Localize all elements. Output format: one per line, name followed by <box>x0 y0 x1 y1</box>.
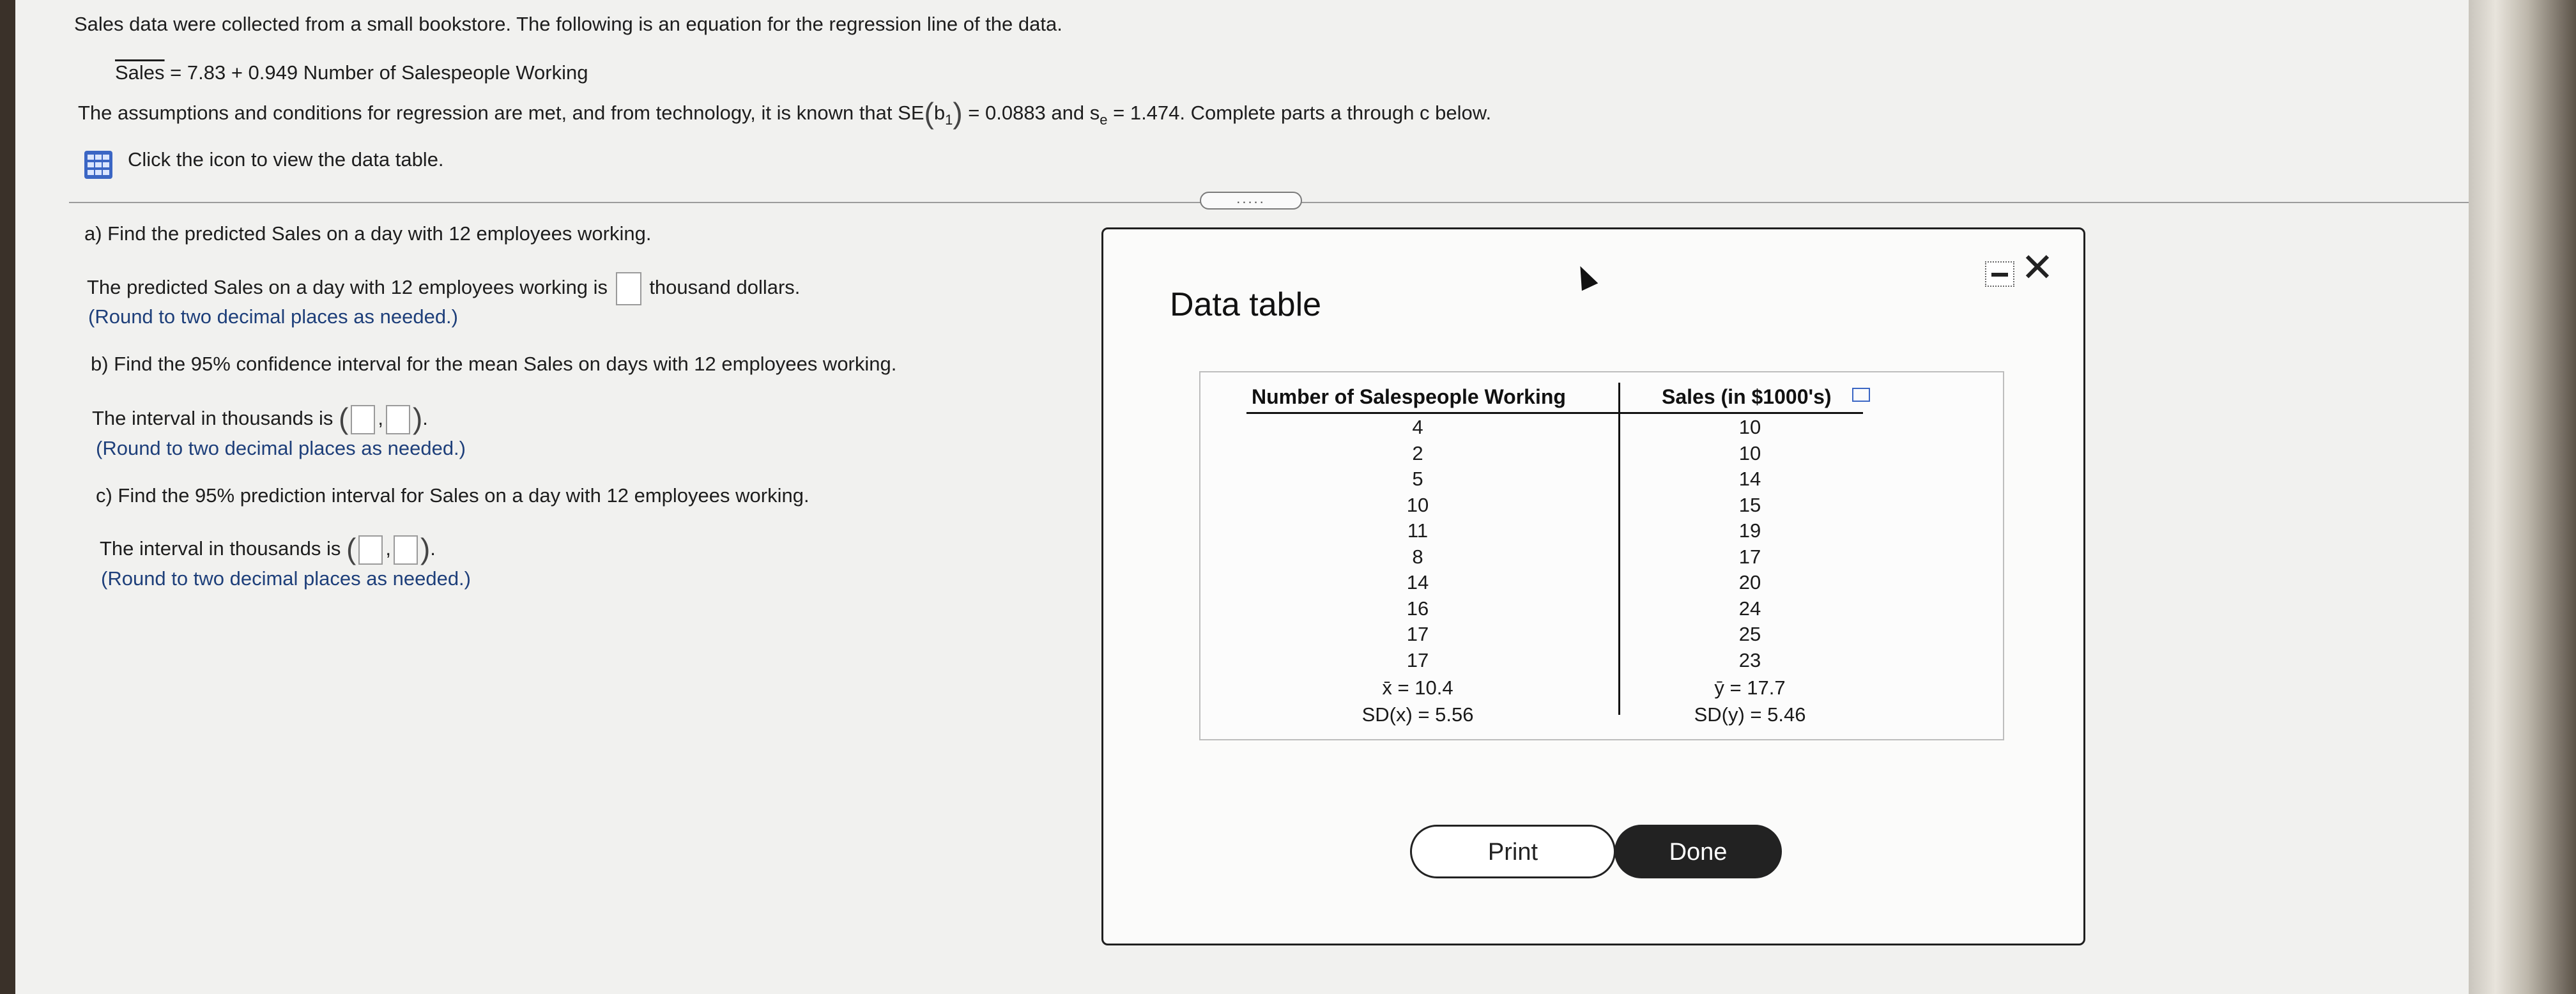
part-b-answer-line: The interval in thousands is ( , ). <box>92 402 428 435</box>
y-sd: SD(y) = 5.46 <box>1694 703 1806 726</box>
mouse-cursor <box>1572 263 1598 291</box>
s-subscript: e <box>1100 112 1108 128</box>
part-a-suffix: thousand dollars. <box>649 276 801 299</box>
x-value-cell: 4 <box>1412 416 1423 438</box>
x-mean: x̄ = 10.4 <box>1382 677 1453 699</box>
question-page <box>15 0 2469 994</box>
close-icon[interactable]: ✕ <box>2021 246 2054 290</box>
part-b-lower-input[interactable] <box>351 405 375 434</box>
data-table-dialog <box>1101 227 2085 945</box>
print-button[interactable]: Print <box>1410 825 1616 878</box>
y-value-cell: 23 <box>1738 648 1761 671</box>
resize-grip[interactable]: ..... <box>1200 192 1302 210</box>
x-value-cell: 14 <box>1406 571 1429 593</box>
b-subscript: 1 <box>945 112 953 128</box>
regression-equation <box>115 61 588 84</box>
y-value-cell: 25 <box>1738 623 1761 645</box>
y-value-cell: 17 <box>1738 545 1761 568</box>
right-bezel <box>2469 0 2576 994</box>
equation-rhs: = 7.83 + 0.949 Number of Salespeople Working <box>164 61 588 84</box>
y-value-cell: 10 <box>1738 441 1761 464</box>
part-a-hint: (Round to two decimal places as needed.) <box>88 305 458 328</box>
part-a-answer-line <box>87 272 800 305</box>
part-c-prefix: The interval in thousands is <box>100 537 341 560</box>
header-underline-y <box>1620 412 1863 414</box>
data-table-icon[interactable] <box>84 151 112 179</box>
y-value-cell: 20 <box>1738 571 1761 593</box>
x-values-column <box>1354 415 1482 673</box>
assumptions-text: The assumptions and conditions for regression are met, and from technology, it is known that $SE(b_1) = 0.0883$ and $s_e = 1.474$. Complete parts a through c below. <box>78 96 1492 130</box>
part-a-prefix: The predicted Sales on a day with 12 employees working is <box>87 276 608 299</box>
x-value-cell: 2 <box>1412 441 1423 464</box>
part-c-upper-input[interactable] <box>394 535 418 565</box>
part-b-question: b) Find the 95% confidence interval for the mean Sales on days with 12 employees working. <box>91 353 897 375</box>
equation-lhs: Sales <box>115 61 165 84</box>
part-c-question: c) Find the 95% prediction interval for Sales on a day with 12 employees working. <box>96 484 809 507</box>
assumptions-part-d: = 1.474. Complete parts a through c below. <box>1107 102 1492 124</box>
copy-icon[interactable] <box>1852 388 1870 402</box>
part-a-answer-input[interactable] <box>616 272 641 305</box>
header-underline-x <box>1246 412 1618 414</box>
minimize-button[interactable] <box>1985 261 2014 287</box>
x-value-cell: 16 <box>1406 597 1429 620</box>
data-table-link[interactable]: Click the icon to view the data table. <box>128 148 444 171</box>
x-value-cell: 17 <box>1406 648 1429 671</box>
part-b-hint: (Round to two decimal places as needed.) <box>96 437 466 459</box>
assumptions-part-c: = 0.0883 and s <box>962 102 1100 124</box>
data-table <box>1199 371 2004 740</box>
col-x-header: Number of Salespeople Working <box>1252 385 1566 408</box>
assumptions-part-a: The assumptions and conditions for regression are met, and from technology, it is known that SE <box>78 102 924 124</box>
x-value-cell: 5 <box>1412 468 1423 490</box>
y-mean: ȳ = 17.7 <box>1714 677 1786 699</box>
x-sd: SD(x) = 5.56 <box>1361 703 1474 726</box>
col-y-header: Sales (in $1000's) <box>1662 385 1832 408</box>
y-value-cell: 14 <box>1738 468 1761 490</box>
y-value-cell: 19 <box>1738 519 1761 542</box>
y-values-column <box>1692 415 1807 673</box>
y-value-cell: 10 <box>1738 416 1761 438</box>
x-value-cell: 8 <box>1412 545 1423 568</box>
part-c-answer-line: The interval in thousands is ( , ). <box>100 532 436 565</box>
part-a-question: a) Find the predicted Sales on a day with 12 employees working. <box>84 222 652 245</box>
part-b-upper-input[interactable] <box>386 405 410 434</box>
x-value-cell: 10 <box>1406 493 1429 516</box>
y-value-cell: 24 <box>1738 597 1761 620</box>
b-symbol: b <box>933 102 946 124</box>
done-button[interactable]: Done <box>1614 825 1782 878</box>
part-c-hint: (Round to two decimal places as needed.) <box>101 567 471 590</box>
column-separator <box>1618 383 1620 715</box>
dialog-title: Data table <box>1170 286 1322 323</box>
y-value-cell: 15 <box>1738 493 1761 516</box>
intro-text: Sales data were collected from a small bookstore. The following is an equation for the regression line of the data. <box>74 13 1062 35</box>
x-value-cell: 17 <box>1406 623 1429 645</box>
x-value-cell: 11 <box>1407 519 1429 542</box>
left-bezel <box>0 0 15 994</box>
part-b-prefix: The interval in thousands is <box>92 407 334 429</box>
part-c-lower-input[interactable] <box>358 535 383 565</box>
